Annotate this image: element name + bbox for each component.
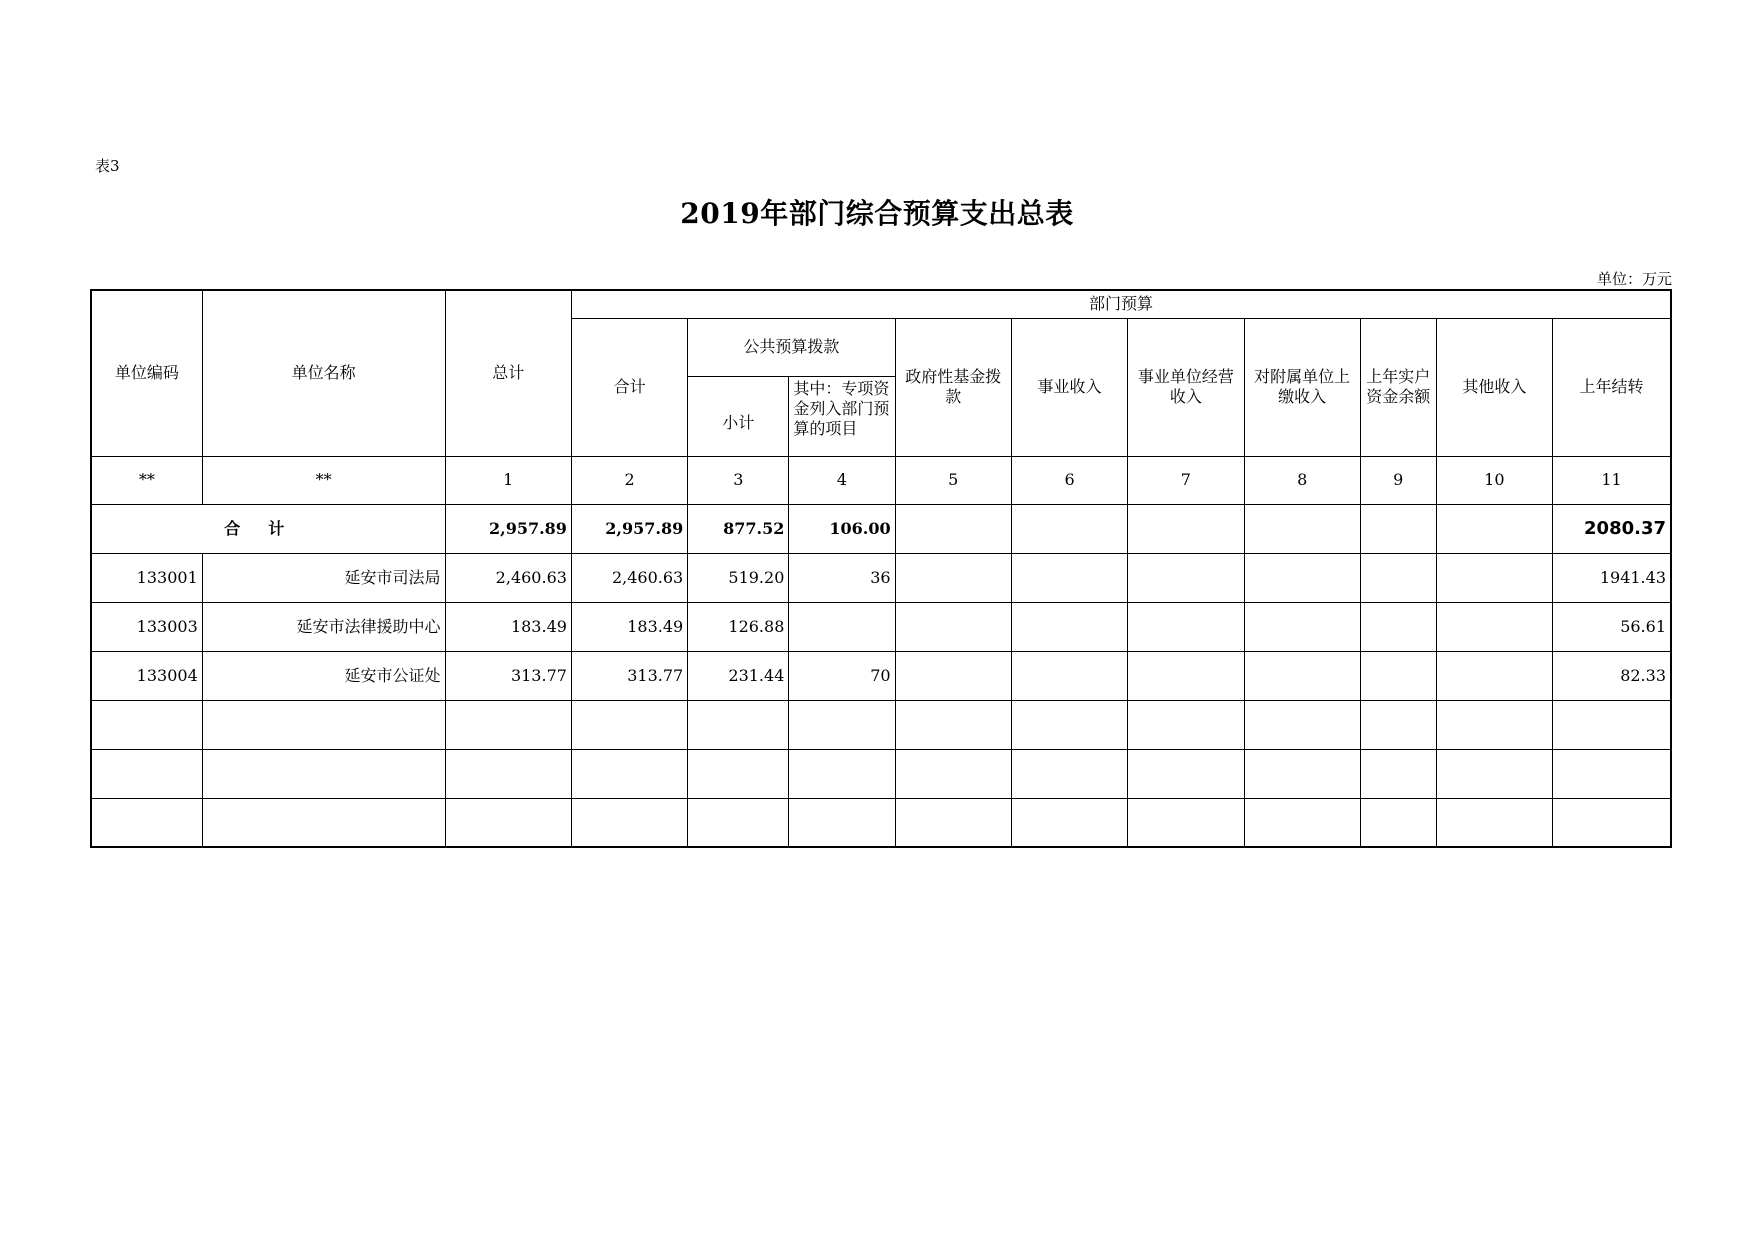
index-cell: **	[202, 456, 445, 504]
total-total: 2,957.89	[445, 504, 571, 553]
budget-table	[90, 289, 1672, 848]
index-cell: 1	[445, 456, 571, 504]
total-label: 合计	[224, 518, 313, 538]
header-total: 总计	[445, 290, 571, 456]
header-gov-fund: 政府性基金拨款	[895, 318, 1011, 456]
header-last-year-balance: 上年实户资金余额	[1360, 318, 1436, 456]
empty-row	[91, 749, 1671, 798]
empty-row	[91, 700, 1671, 749]
total-public: 877.52	[688, 504, 789, 553]
row-subtotal: 2,460.63	[571, 553, 687, 602]
header-unit-name: 单位名称	[202, 290, 445, 456]
header-public-subtotal: 小计	[688, 376, 789, 456]
header-career-income: 事业收入	[1011, 318, 1127, 456]
table-row	[91, 602, 1671, 651]
table-row	[91, 553, 1671, 602]
row-carryover: 56.61	[1553, 602, 1672, 651]
empty-row	[91, 798, 1671, 847]
row-code: 133003	[91, 602, 202, 651]
total-carryover: 2080.37	[1553, 504, 1672, 553]
header-career-business-income: 事业单位经营收入	[1128, 318, 1244, 456]
index-cell: 5	[895, 456, 1011, 504]
row-subtotal: 183.49	[571, 602, 687, 651]
index-cell: 3	[688, 456, 789, 504]
index-cell: 10	[1436, 456, 1552, 504]
table-number: 表3	[95, 157, 120, 175]
row-special	[789, 602, 895, 651]
total-row	[91, 504, 1671, 553]
row-total: 183.49	[445, 602, 571, 651]
index-cell: 6	[1011, 456, 1127, 504]
row-code: 133001	[91, 553, 202, 602]
table-row	[91, 651, 1671, 700]
header-dept-budget: 部门预算	[571, 290, 1671, 318]
index-cell: 4	[789, 456, 895, 504]
row-name: 延安市公证处	[202, 651, 445, 700]
page-title: 2019年部门综合预算支出总表	[680, 197, 1074, 230]
index-cell: 2	[571, 456, 687, 504]
row-carryover: 1941.43	[1553, 553, 1672, 602]
row-special: 36	[789, 553, 895, 602]
header-public-budget: 公共预算拨款	[688, 318, 895, 376]
header-special-funds: 其中：专项资金列入部门预算的项目	[793, 378, 890, 438]
row-code: 133004	[91, 651, 202, 700]
index-cell: 11	[1553, 456, 1672, 504]
row-name: 延安市司法局	[202, 553, 445, 602]
row-public: 126.88	[688, 602, 789, 651]
header-affiliated-income: 对附属单位上缴收入	[1244, 318, 1360, 456]
total-subtotal: 2,957.89	[571, 504, 687, 553]
row-carryover: 82.33	[1553, 651, 1672, 700]
row-total: 2,460.63	[445, 553, 571, 602]
row-special: 70	[789, 651, 895, 700]
index-cell: 9	[1360, 456, 1436, 504]
header-unit-code: 单位编码	[91, 290, 202, 456]
row-name: 延安市法律援助中心	[202, 602, 445, 651]
index-row	[91, 456, 1671, 504]
index-cell: 8	[1244, 456, 1360, 504]
row-public: 231.44	[688, 651, 789, 700]
total-special: 106.00	[789, 504, 895, 553]
index-cell: **	[91, 456, 202, 504]
header-subtotal-all: 合计	[571, 318, 687, 456]
row-public: 519.20	[688, 553, 789, 602]
index-cell: 7	[1128, 456, 1244, 504]
header-last-year-carryover: 上年结转	[1553, 318, 1672, 456]
row-total: 313.77	[445, 651, 571, 700]
header-other-income: 其他收入	[1436, 318, 1552, 456]
unit-label: 单位：万元	[1596, 270, 1672, 288]
row-subtotal: 313.77	[571, 651, 687, 700]
